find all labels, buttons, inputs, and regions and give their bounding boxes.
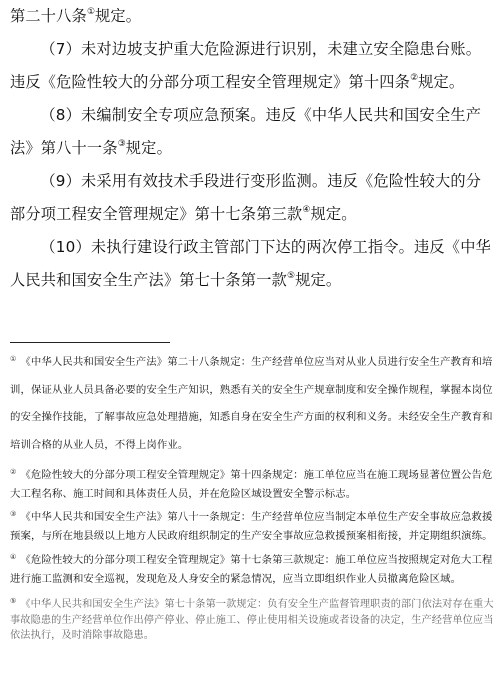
paragraph-continuation [10,0,494,33]
footnote-mark: ① [10,355,17,363]
footnote-ref-3[interactable]: ③ [117,139,126,149]
text: 规定。 [310,205,357,223]
footnote-4 [10,548,494,588]
footnote-1 [10,346,494,459]
text: （7）未对边坡支护重大危险源进行识别，未建立安全隐患台账。违反《危险性较大的分部分项工程安全管理规定》第十四条 [10,40,482,91]
paragraph-item-9 [10,165,494,231]
footnote-text: 《中华人民共和国安全生产法》第二十八条规定：生产经营单位应当对从业人员进行安全生产教育和培训，保证从业人员具备必要的安全生产知识，熟悉有关的安全生产规章制度和安全操作规程，掌握本岗位的安全操作技能，了解事故应急处理措施，知悉自身在安全生产方面的权利和义务。未经安全生产教育和培训合格的从业人员，不得上岗作业。 [10,356,493,451]
footnote-ref-4[interactable]: ④ [302,205,311,215]
text: 第二十八条 [10,7,87,25]
paragraph-item-10 [10,231,494,297]
main-text [10,0,494,297]
paragraph-item-7 [10,33,494,99]
text: （8）未编制安全专项应急预案。违反《中华人民共和国安全生产法》第八十一条 [10,106,482,157]
footnote-text: 《危险性较大的分部分项工程安全管理规定》第十四条规定：施工单位应当在施工现场显著位置公告危大工程名称、施工时间和具体责任人员，并在危险区域设置安全警示标志。 [10,469,493,500]
footnote-ref-2[interactable]: ② [410,73,419,83]
footnote-mark: ② [10,468,17,476]
text: （10）未执行建设行政主管部门下达的两次停工指令。违反《中华人民共和国安全生产法》第七十条第一款 [10,238,491,289]
paragraph-item-8 [10,99,494,165]
footnote-ref-1[interactable]: ① [86,7,96,17]
footnote-text: 《危险性较大的分部分项工程安全管理规定》第十七条第三款规定：施工单位应当按照规定对危大工程进行施工监测和安全巡视，发现危及人身安全的紧急情况，应当立即组织作业人员撤离危险区域。 [10,554,493,585]
footnote-2 [10,463,494,503]
footnote-ref-5[interactable]: ⑤ [286,271,296,281]
footnote-separator [10,342,170,343]
footnote-mark: ⑤ [10,597,17,605]
footnote-mark: ④ [10,553,17,561]
text: 规定。 [295,271,342,289]
text: 规定。 [95,7,142,25]
footnotes [10,346,494,644]
footnote-text: 《中华人民共和国安全生产法》第八十一条规定：生产经营单位应当制定本单位生产安全事故应急救援预案，与所在地县级以上地方人民政府组织制定的生产安全事故应急救援预案相衔接，并定期组织演练。 [10,511,493,542]
footnote-mark: ③ [10,510,17,518]
footnote-3 [10,505,494,545]
text: 规定。 [418,73,465,91]
footnote-5 [10,594,494,644]
text: 规定。 [125,139,172,157]
footnote-text: 《中华人民共和国安全生产法》第七十条第一款规定：负有安全生产监督管理职责的部门依法对存在重大事故隐患的生产经营单位作出停产停业、停止施工、停止使用相关设施或者设备的决定，生产经营单位应当依法执行，及时消除事故隐患。 [10,599,494,641]
text: （9）未采用有效技术手段进行变形监测。违反《危险性较大的分部分项工程安全管理规定》第十七条第三款 [10,172,482,223]
